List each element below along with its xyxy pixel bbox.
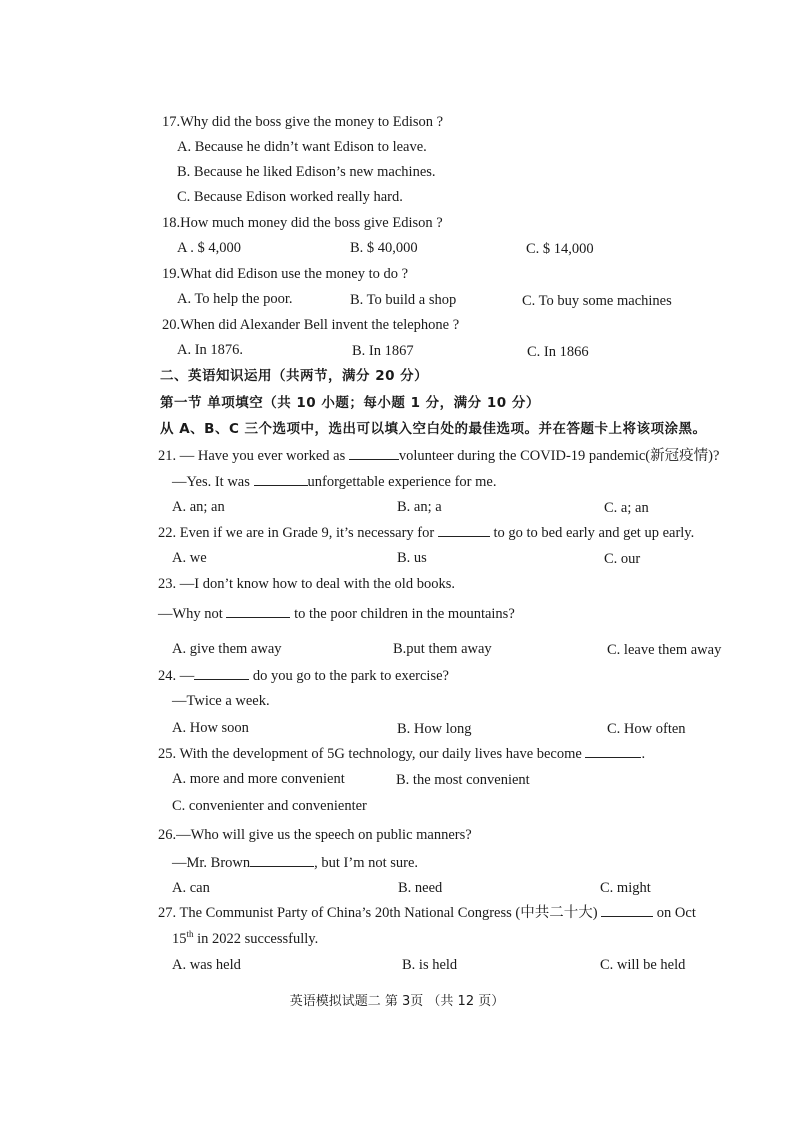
question-27-text-b: on Oct [653, 905, 696, 921]
question-21-text-a: 21. — Have you ever worked as [158, 448, 349, 464]
question-25-text-b: . [641, 746, 646, 762]
question-21-text-b: volunteer during the COVID-19 pandemic(新冠疫情)? [398, 448, 720, 464]
question-26-line-1: 26.—Who will give us the speech on public manners? [158, 827, 472, 843]
question-26-option-b: B. need [398, 880, 443, 896]
answer-blank [226, 604, 290, 618]
question-21-option-b: B. an; a [397, 499, 442, 515]
question-20-option-b: B. In 1867 [352, 343, 414, 359]
question-22-text-b: to go to bed early and get up early. [489, 525, 695, 541]
answer-blank [194, 666, 249, 680]
question-24-line-2: —Twice a week. [172, 693, 270, 709]
question-20-option-a: A. In 1876. [177, 342, 244, 358]
question-19-option-c: C. To buy some machines [522, 293, 672, 309]
question-24-line-1 [158, 666, 449, 685]
section-1-heading: 第一节 单项填空（共 10 小题；每小题 1 分，满分 10 分） [160, 395, 540, 411]
question-17-option-c: C. Because Edison worked really hard. [177, 189, 403, 205]
question-22-option-b: B. us [397, 550, 427, 566]
answer-blank [601, 903, 653, 917]
ordinal-suffix: th [186, 929, 194, 940]
question-19-stem: 19.What did Edison use the money to do ? [162, 266, 409, 282]
question-27-option-b: B. is held [402, 957, 458, 973]
question-23-option-a: A. give them away [172, 641, 282, 657]
question-26-line-2 [172, 853, 418, 872]
question-27-text-d: in 2022 successfully. [193, 931, 319, 947]
question-20-option-c: C. In 1866 [527, 344, 589, 360]
question-24-option-b: B. How long [397, 721, 472, 737]
question-18-option-a: A . $ 4,000 [177, 240, 242, 256]
answer-blank [585, 744, 641, 758]
answer-blank [254, 472, 308, 486]
question-23-line-2 [158, 604, 515, 623]
question-21-text-c: —Yes. It was [172, 474, 254, 490]
question-25-line-1 [158, 744, 645, 763]
question-22-option-c: C. our [604, 551, 641, 567]
question-23-line-1: 23. —I don’t know how to deal with the old books. [158, 576, 455, 592]
question-22-line-1 [158, 523, 694, 542]
question-21-text-d: unforgettable experience for me. [307, 474, 497, 490]
question-27-option-c: C. will be held [600, 957, 686, 973]
question-27-line-2 [172, 930, 318, 948]
question-26-text-a: —Mr. Brown [172, 855, 251, 871]
answer-blank [438, 523, 490, 537]
question-23-text-b: to the poor children in the mountains? [290, 606, 515, 622]
question-24-text-a: 24. — [158, 668, 195, 684]
question-27-option-a: A. was held [172, 957, 241, 973]
question-17-option-b: B. Because he liked Edison’s new machines. [177, 164, 436, 180]
question-24-option-c: C. How often [607, 721, 686, 737]
page-footer: 英语模拟试题二 第 3页 （共 12 页） [289, 994, 505, 1009]
question-17-option-a: A. Because he didn’t want Edison to leave. [177, 139, 427, 155]
question-23-option-c: C. leave them away [607, 642, 722, 658]
question-22-option-a: A. we [172, 550, 207, 566]
question-25-option-b: B. the most convenient [396, 772, 530, 788]
question-27-text-c: 15 [172, 931, 187, 947]
section-instructions: 从 A、B、C 三个选项中，选出可以填入空白处的最佳选项。并在答题卡上将该项涂黑。 [160, 421, 707, 437]
question-25-option-c: C. convenienter and convenienter [172, 798, 367, 814]
question-21-line-1 [158, 446, 719, 465]
question-25-option-a: A. more and more convenient [172, 771, 345, 787]
question-23-text-a: —Why not [158, 606, 227, 622]
question-18-option-c: C. $ 14,000 [526, 241, 594, 257]
question-25-text-a: 25. With the development of 5G technology, our daily lives have become [158, 746, 586, 762]
answer-blank [349, 446, 399, 460]
question-27-line-1 [158, 903, 696, 922]
question-18-stem: 18.How much money did the boss give Edison ? [162, 215, 443, 231]
question-19-option-a: A. To help the poor. [177, 291, 293, 307]
question-27-text-a: 27. The Communist Party of China’s 20th National Congress (中共二十大) [158, 905, 602, 921]
answer-blank [250, 853, 314, 867]
question-21-line-2 [172, 472, 496, 491]
question-21-option-a: A. an; an [172, 499, 225, 515]
question-26-text-b: , but I’m not sure. [314, 855, 419, 871]
question-20-stem: 20.When did Alexander Bell invent the telephone ? [162, 317, 460, 333]
question-26-option-c: C. might [600, 880, 651, 896]
question-18-option-b: B. $ 40,000 [350, 240, 418, 256]
question-26-option-a: A. can [172, 880, 210, 896]
question-24-text-b: do you go to the park to exercise? [249, 668, 449, 684]
question-17-stem: 17.Why did the boss give the money to Edison ? [162, 114, 444, 130]
question-24-option-a: A. How soon [172, 720, 249, 736]
question-19-option-b: B. To build a shop [350, 292, 457, 308]
part-2-heading: 二、英语知识运用（共两节，满分 20 分） [160, 368, 429, 384]
question-22-text-a: 22. Even if we are in Grade 9, it’s necessary for [158, 525, 438, 541]
question-21-option-c: C. a; an [604, 500, 649, 516]
question-23-option-b: B.put them away [393, 641, 492, 657]
